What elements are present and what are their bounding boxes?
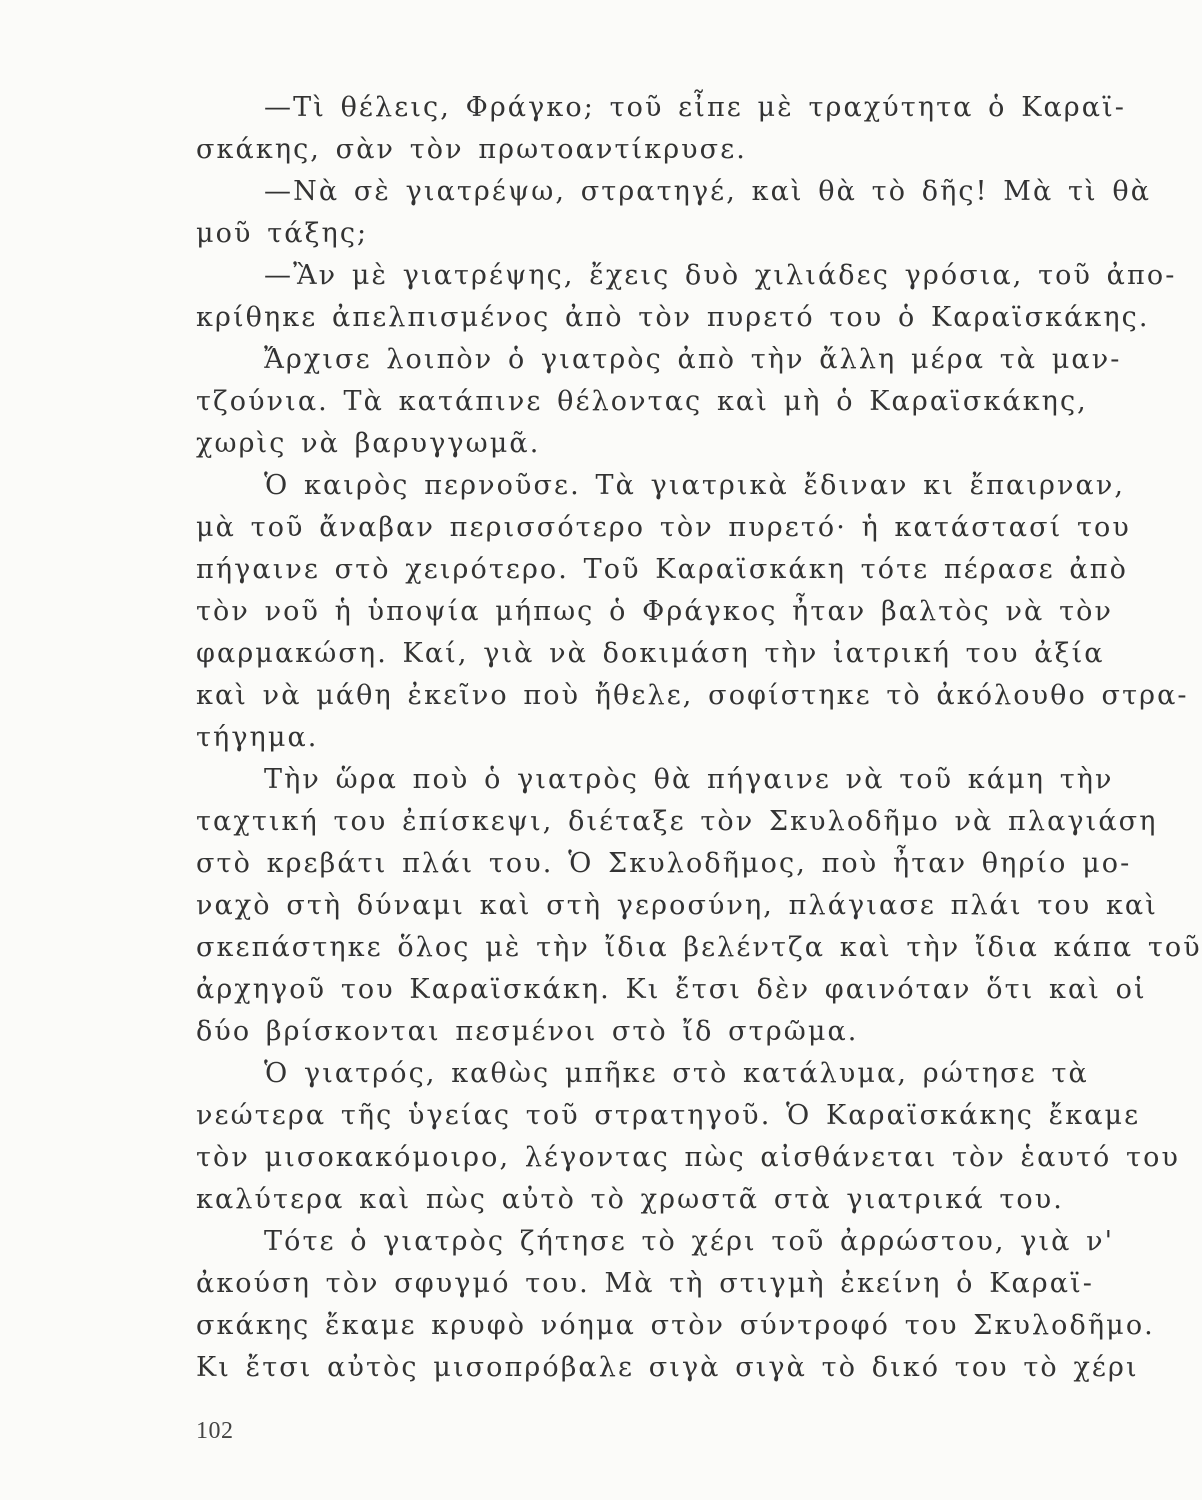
text-line: Κι ἔτσι αὐτὸς μισοπρόβαλε σιγὰ σιγὰ τὸ δικό του τὸ χέρι bbox=[196, 1352, 1139, 1383]
text-line: τὸν μισοκακόμοιρο, λέγοντας πὼς αἰσθάνεται τὸν ἑαυτό του bbox=[196, 1142, 1180, 1173]
text-line: καλύτερα καὶ πὼς αὐτὸ τὸ χρωστᾶ στὰ γιατρικά του. bbox=[196, 1184, 1064, 1215]
text-line: —Ἂν μὲ γιατρέψης, ἔχεις δυὸ χιλιάδες γρόσια, τοῦ ἀπο- bbox=[264, 260, 1177, 291]
text-line: τὸν νοῦ ἡ ὑποψία μήπως ὁ Φράγκος ἦταν βαλτὸς νὰ τὸν bbox=[196, 596, 1113, 627]
text-line: σκάκης, σὰν τὸν πρωτοαντίκρυσε. bbox=[196, 134, 747, 165]
text-line: ναχὸ στὴ δύναμι καὶ στὴ γεροσύνη, πλάγιασε πλάι του καὶ bbox=[196, 890, 1158, 921]
text-line: Ὁ γιατρός, καθὼς μπῆκε στὸ κατάλυμα, ρώτησε τὰ bbox=[264, 1058, 1089, 1089]
text-line: τζούνια. Τὰ κατάπινε θέλοντας καὶ μὴ ὁ Καραϊσκάκης, bbox=[196, 386, 1088, 417]
text-line: φαρμακώση. Καί, γιὰ νὰ δοκιμάση τὴν ἰατρική του ἀξία bbox=[196, 638, 1105, 669]
page-number: 102 bbox=[196, 1418, 234, 1444]
text-line: —Τὶ θέλεις, Φράγκο; τοῦ εἶπε μὲ τραχύτητα ὁ Καραϊ- bbox=[264, 92, 1127, 123]
text-line: ταχτική του ἐπίσκεψι, διέταξε τὸν Σκυλοδῆμο νὰ πλαγιάση bbox=[196, 806, 1158, 837]
text-line: Τότε ὁ γιατρὸς ζήτησε τὸ χέρι τοῦ ἀρρώστου, γιὰ ν' bbox=[264, 1226, 1115, 1257]
text-line: ἀρχηγοῦ του Καραϊσκάκη. Κι ἔτσι δὲν φαινόταν ὅτι καὶ οἱ bbox=[196, 974, 1147, 1005]
text-line: Τὴν ὥρα ποὺ ὁ γιατρὸς θὰ πήγαινε νὰ τοῦ κάμη τὴν bbox=[264, 764, 1114, 795]
text-line: μοῦ τάξης; bbox=[196, 218, 369, 249]
text-line: δύο βρίσκονται πεσμένοι στὸ ἴδ στρῶμα. bbox=[196, 1016, 859, 1047]
text-line: —Νὰ σὲ γιατρέψω, στρατηγέ, καὶ θὰ τὸ δῆς! Μὰ τὶ θὰ bbox=[264, 176, 1152, 207]
text-line: χωρὶς νὰ βαρυγγωμᾶ. bbox=[196, 428, 541, 459]
text-line: νεώτερα τῆς ὑγείας τοῦ στρατηγοῦ. Ὁ Καραϊσκάκης ἔκαμε bbox=[196, 1100, 1141, 1131]
text-line: ἀκούση τὸν σφυγμό του. Μὰ τὴ στιγμὴ ἐκείνη ὁ Καραϊ- bbox=[196, 1268, 1095, 1299]
text-line: Ἄρχισε λοιπὸν ὁ γιατρὸς ἀπὸ τὴν ἄλλη μέρα τὰ μαν- bbox=[264, 344, 1122, 375]
text-line: Ὁ καιρὸς περνοῦσε. Τὰ γιατρικὰ ἔδιναν κι ἔπαιρναν, bbox=[264, 470, 1126, 501]
text-line: σκάκης ἔκαμε κρυφὸ νόημα στὸν σύντροφό του Σκυλοδῆμο. bbox=[196, 1310, 1155, 1341]
text-line: στὸ κρεβάτι πλάι του. Ὁ Σκυλοδῆμος, ποὺ ἦταν θηρίο μο- bbox=[196, 848, 1132, 879]
text-line: πήγαινε στὸ χειρότερο. Τοῦ Καραϊσκάκη τότε πέρασε ἀπὸ bbox=[196, 554, 1128, 585]
text-line: μὰ τοῦ ἄναβαν περισσότερο τὸν πυρετό· ἡ κατάστασί του bbox=[196, 512, 1131, 543]
text-line: τήγημα. bbox=[196, 722, 319, 753]
text-line: σκεπάστηκε ὅλος μὲ τὴν ἴδια βελέντζα καὶ τὴν ἴδια κάπα τοῦ bbox=[196, 932, 1202, 963]
text-line: καὶ νὰ μάθη ἐκεῖνο ποὺ ἤθελε, σοφίστηκε τὸ ἀκόλουθο στρα- bbox=[196, 680, 1189, 711]
text-line: κρίθηκε ἀπελπισμένος ἀπὸ τὸν πυρετό του ὁ Καραϊσκάκης. bbox=[196, 302, 1150, 333]
